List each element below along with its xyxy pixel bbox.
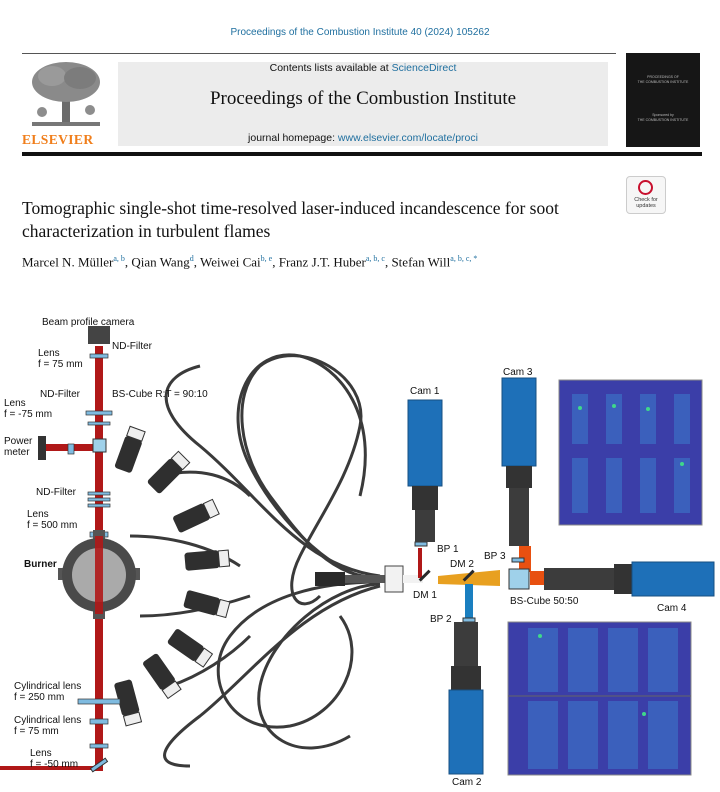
label-nd-filter-top: ND-Filter	[112, 341, 152, 352]
bandpass-filter-3	[512, 558, 524, 562]
cover-line: THE COMBUSTION INSTITUTE	[637, 80, 689, 84]
label-bs-cube-90-10: BS-Cube R:T = 90:10	[112, 389, 208, 400]
label-cylindrical-lens-250: Cylindrical lens f = 250 mm	[14, 681, 82, 703]
label-nd-filter-bottom: ND-Filter	[36, 487, 76, 498]
author-separator: ,	[193, 254, 200, 270]
label-bs-cube-50-50: BS-Cube 50:50	[510, 596, 579, 607]
collimator-housing	[385, 566, 403, 592]
author-list	[22, 254, 642, 270]
check-for-updates-badge[interactable]	[626, 176, 666, 214]
burner	[58, 530, 140, 619]
author-affiliation[interactable]: d	[189, 254, 194, 263]
header-thick-rule	[22, 152, 702, 156]
label-power-meter: Power meter	[4, 436, 33, 458]
label-cam-1: Cam 1	[410, 386, 440, 397]
beam-to-cam1	[418, 548, 422, 578]
journal-cover-thumbnail[interactable]	[626, 53, 700, 147]
beam-yellow	[438, 570, 500, 586]
graphical-abstract-figure	[0, 296, 720, 792]
bandpass-filter-2	[463, 618, 475, 622]
fiber-bundle-connector	[315, 572, 345, 586]
label-cam-4: Cam 4	[657, 603, 687, 614]
cover-line: PROCEEDINGS OF	[647, 75, 679, 79]
check-updates-icon	[638, 180, 653, 195]
homepage-line	[118, 132, 608, 144]
author-name[interactable]: Weiwei Cai	[199, 254, 261, 270]
elsevier-wordmark: ELSEVIER	[22, 132, 94, 147]
check-updates-text	[627, 197, 665, 209]
label-cam-2: Cam 2	[452, 777, 482, 788]
journal-title: Proceedings of the Combustion Institute	[209, 88, 517, 109]
author-name[interactable]: Qian Wang	[131, 254, 190, 270]
label-bp-3: BP 3	[484, 551, 506, 562]
power-meter	[38, 436, 46, 460]
fiber-bundle	[130, 355, 380, 766]
reconstruction-panel-top	[559, 380, 702, 525]
author-name[interactable]: Stefan Will	[391, 254, 451, 270]
article-title: Tomographic single-shot time-resolved laser-induced incandescence for soot characterization in turbulent flames	[22, 198, 559, 241]
camera-2	[449, 622, 483, 774]
fiber-bundle-ferrule	[345, 575, 385, 583]
check-updates-line: Check for	[634, 197, 658, 203]
header-rule	[22, 53, 616, 54]
camera-3	[502, 378, 536, 546]
label-bp-1: BP 1	[437, 544, 459, 555]
author-name[interactable]: Franz J.T. Huber	[278, 254, 366, 270]
cover-line: Sponsored by	[652, 113, 674, 117]
author-affiliation[interactable]: a, b, c	[365, 254, 385, 263]
beam-to-cam2	[465, 584, 473, 618]
bs-cube-50-50	[509, 569, 529, 589]
bs-cube-90-10	[93, 439, 106, 452]
homepage-link[interactable]: www.elsevier.com/locate/proci	[337, 132, 478, 144]
author-separator: ,	[384, 254, 392, 270]
label-lens-minus-50: Lens f = -50 mm	[30, 748, 79, 770]
label-lens-500: Lens f = 500 mm	[27, 509, 78, 531]
beam-profile-camera	[88, 326, 110, 344]
author-affiliation[interactable]: a, b, c, *	[450, 254, 478, 263]
sciencedirect-link[interactable]: ScienceDirect	[391, 62, 457, 74]
label-dm-2: DM 2	[450, 559, 474, 570]
cover-line: THE COMBUSTION INSTITUTE	[637, 118, 689, 122]
camera-4	[544, 562, 714, 596]
contents-prefix: Contents lists available at	[269, 62, 392, 74]
journal-citation[interactable]: Proceedings of the Combustion Institute 40 (2024) 105262	[230, 27, 490, 38]
reconstruction-panel-bottom	[508, 622, 691, 775]
check-updates-line: updates	[636, 203, 656, 209]
beam-to-cam4	[530, 571, 544, 585]
label-dm-1: DM 1	[413, 590, 437, 601]
label-cam-3: Cam 3	[503, 367, 533, 378]
author-affiliation[interactable]: a, b	[113, 254, 125, 263]
homepage-prefix: journal homepage:	[248, 132, 338, 144]
label-lens-minus-75: Lens f = -75 mm	[4, 398, 53, 420]
camera-1	[408, 400, 442, 542]
laser-beam-side	[40, 444, 95, 451]
label-beam-profile-camera: Beam profile camera	[42, 317, 135, 328]
label-nd-filter-mid: ND-Filter	[40, 389, 80, 400]
author-affiliation[interactable]: b, e	[260, 254, 273, 263]
label-bp-2: BP 2	[430, 614, 452, 625]
author-separator: ,	[124, 254, 132, 270]
label-burner: Burner	[24, 559, 57, 570]
contents-line	[118, 62, 608, 74]
author-name[interactable]: Marcel N. Müller	[22, 254, 114, 270]
label-cylindrical-lens-75: Cylindrical lens f = 75 mm	[14, 715, 82, 737]
bandpass-filter-1	[415, 542, 427, 546]
author-separator: ,	[272, 254, 279, 270]
label-lens-75: Lens f = 75 mm	[38, 348, 83, 370]
